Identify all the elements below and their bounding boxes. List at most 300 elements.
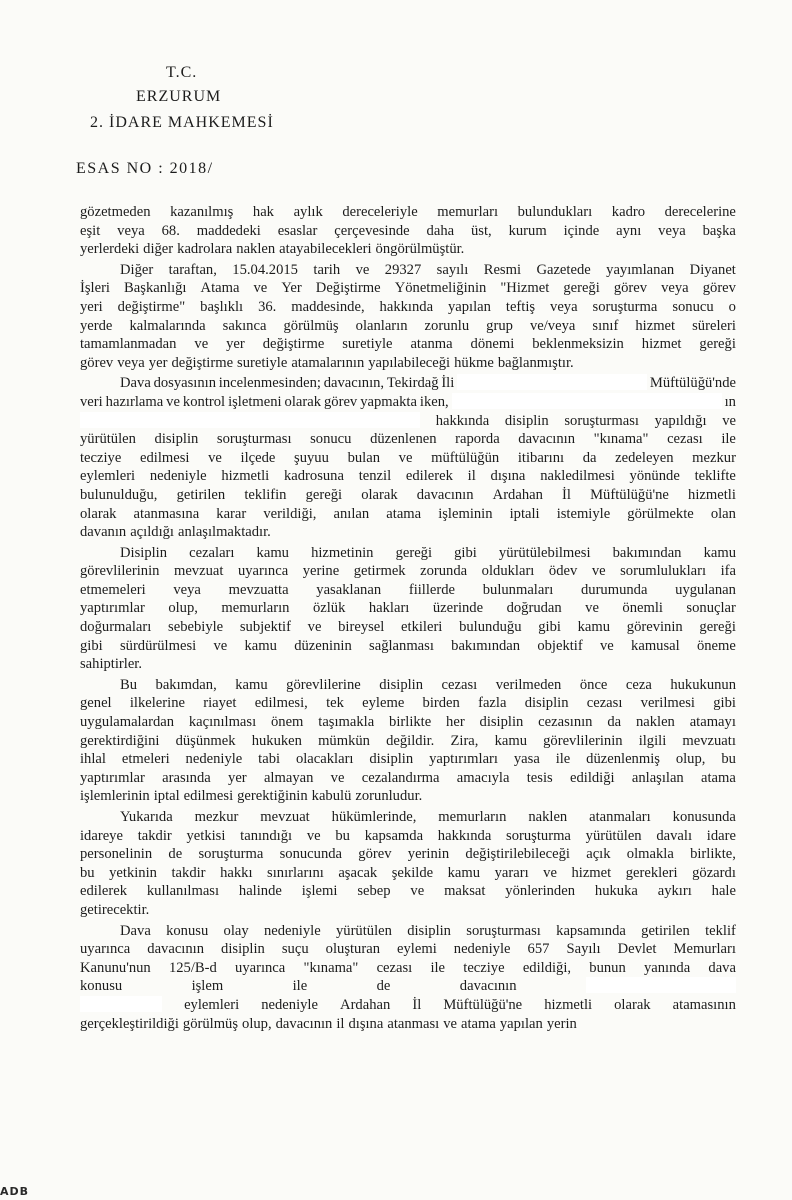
word: hazırlama — [105, 393, 164, 410]
text-line — [80, 922, 736, 941]
word: olup, — [242, 1015, 272, 1032]
word: doğrudan — [506, 600, 562, 617]
word: riayet — [203, 695, 237, 712]
word: birlikte — [389, 714, 432, 731]
text-line — [80, 808, 736, 827]
word: düşünmek — [175, 732, 236, 749]
word: zorunda — [420, 563, 468, 580]
word: açık — [586, 846, 611, 863]
word: Değiştirme — [315, 280, 381, 297]
word: üzerinde — [432, 600, 484, 617]
text-line — [80, 713, 736, 732]
redacted-block — [586, 977, 736, 993]
word: kazanılmış — [170, 204, 234, 220]
word: hukuken — [251, 732, 302, 749]
word: nedeniyle — [261, 996, 318, 1013]
word: nedeniyle — [453, 941, 511, 958]
word: sonucunda — [279, 846, 343, 863]
text-line — [80, 882, 736, 901]
text-line — [80, 467, 736, 486]
word: kamu — [703, 544, 736, 561]
text-line — [80, 1015, 736, 1034]
word: ve — [443, 1015, 457, 1032]
word: soruşturma — [198, 846, 264, 863]
word: dışına — [490, 468, 526, 485]
word: ifa — [720, 563, 736, 580]
paragraph — [80, 203, 736, 259]
word: atamayı — [689, 714, 736, 731]
word: Ardahan — [340, 996, 391, 1013]
word: disiplin — [369, 751, 414, 768]
word: içinde — [563, 222, 600, 239]
word: nakledilmesi — [540, 468, 615, 485]
word: gibi — [454, 544, 477, 561]
word: hakkında — [435, 412, 490, 429]
word: edilmesi — [183, 788, 234, 805]
word: il — [336, 1015, 345, 1032]
word: bulan — [347, 449, 380, 466]
word: bulunduğu — [459, 619, 522, 636]
word: yetkisi — [186, 827, 226, 844]
word: yararı — [494, 864, 529, 881]
text-line — [80, 845, 736, 864]
word: Yönetmeliğinin — [394, 280, 487, 297]
word: Diyanet — [689, 261, 736, 278]
word: ceza — [625, 676, 652, 693]
text-line — [80, 354, 736, 373]
word: teftiş — [505, 298, 536, 315]
word: görev — [80, 354, 114, 371]
word: bulunulduğu, — [80, 486, 158, 503]
word: işletmeni — [228, 393, 282, 410]
word: ilgili — [638, 732, 667, 749]
word: disiplin — [479, 714, 524, 731]
word: konusu — [166, 922, 209, 939]
word: tek — [326, 695, 344, 712]
word: kamu — [447, 864, 481, 881]
word: veya — [550, 298, 578, 315]
word: görevinin — [626, 619, 683, 636]
word: beklenmeksizin — [532, 336, 624, 353]
word: aşacak — [338, 864, 378, 881]
word: itibarını — [517, 449, 565, 466]
word: ile — [430, 959, 446, 976]
word: iken, — [419, 393, 449, 410]
word: suretiyle — [237, 354, 288, 371]
word: mevzuat — [260, 809, 310, 825]
word: dava — [708, 959, 736, 976]
word: getirilen — [176, 486, 226, 503]
word: naklen — [528, 809, 568, 825]
word: objektif — [537, 637, 583, 654]
word: atanmaları — [589, 809, 651, 825]
word: açıldığı — [130, 524, 174, 541]
word: sağlanması — [369, 637, 434, 654]
word: ilçede — [240, 449, 276, 466]
word: kamu — [244, 637, 277, 654]
word: tamamlanmadan — [80, 336, 177, 353]
word: de — [376, 978, 391, 995]
word: olan — [710, 505, 736, 522]
word: Memurları — [673, 941, 736, 958]
word: il — [467, 468, 476, 485]
text-line — [80, 940, 736, 959]
word: aylık — [293, 204, 323, 220]
word: değiştirme — [262, 336, 325, 353]
word: maksat — [444, 883, 486, 900]
word: olarak — [80, 505, 117, 522]
text-line — [80, 599, 736, 618]
word: gereği — [305, 486, 343, 503]
word: naklen — [635, 714, 675, 731]
word: sakınca — [222, 317, 267, 334]
word: kaçınılması — [188, 714, 257, 731]
word: gerektiğinin — [237, 788, 308, 805]
word: yer — [226, 336, 245, 353]
word: ve — [398, 449, 413, 466]
word: ve — [585, 600, 599, 617]
word: getirecektir. — [80, 901, 150, 918]
word: davalı — [656, 827, 693, 844]
text-line — [80, 430, 736, 449]
word: ve — [330, 769, 345, 786]
text-line — [80, 581, 736, 600]
word: tecziye — [80, 449, 122, 466]
word: ve — [600, 637, 614, 654]
word: edilerek — [405, 468, 453, 485]
word: gibi — [80, 637, 103, 654]
word: mezkur — [194, 809, 239, 825]
word: disiplin — [221, 941, 265, 958]
word: iptal — [153, 788, 180, 805]
word: kamu — [577, 619, 611, 636]
word: cezası — [586, 695, 623, 712]
word: hizmetli — [688, 486, 736, 503]
word: Diğer — [120, 261, 154, 278]
word: yürütülen — [585, 827, 642, 844]
word: hizmet — [571, 864, 612, 881]
word: bu — [721, 751, 736, 768]
word: işlemlerinin — [80, 788, 150, 805]
word: sonuçlar — [686, 600, 736, 617]
word: disiplin — [407, 922, 451, 939]
word: ve — [591, 563, 606, 580]
word: raporda — [455, 431, 500, 448]
word: gerçekleştirildiği — [80, 1015, 179, 1032]
word: maddesinde, — [291, 298, 365, 315]
word: düzeninin — [294, 637, 352, 654]
word: önce — [579, 676, 608, 693]
word: Yer — [281, 280, 302, 297]
word: hakkında — [437, 827, 492, 844]
word: uyarınca — [80, 941, 131, 958]
text-line — [80, 694, 736, 713]
word: yanında — [643, 959, 691, 976]
paragraph — [80, 922, 736, 1034]
text-line — [80, 827, 736, 846]
text-line — [80, 544, 736, 563]
paragraph — [80, 544, 736, 674]
text-line — [80, 279, 736, 298]
word: hukukunun — [670, 676, 736, 693]
word: ve — [253, 280, 268, 297]
word: olmakla — [626, 846, 674, 863]
word: grup — [486, 317, 513, 334]
word: edildiği — [569, 769, 615, 786]
word: uygulanan — [675, 581, 736, 598]
word: ile — [555, 751, 571, 768]
word: hizmetinin — [311, 544, 374, 561]
word: ve — [208, 449, 222, 466]
word: İl — [412, 996, 422, 1013]
word: yaptırımları — [429, 751, 498, 768]
text-line — [80, 335, 736, 354]
word: naklen — [236, 241, 276, 258]
word: mevzuatta — [228, 581, 289, 598]
word: Gazetede — [536, 261, 591, 278]
word: başlıklı — [200, 298, 244, 315]
word: yerin — [546, 1015, 577, 1032]
word: birlikte, — [690, 846, 736, 863]
text-line — [80, 222, 736, 241]
paragraph — [80, 261, 736, 373]
header-court: 2. İDARE MAHKEMESİ — [90, 114, 274, 131]
word: Müftülüğü'ne — [590, 486, 669, 503]
word: veya — [173, 581, 201, 598]
word: cezaları — [189, 544, 235, 561]
word: bu — [335, 827, 350, 844]
word: öneme — [696, 637, 736, 654]
header-city: ERZURUM — [136, 88, 222, 105]
text-line — [80, 317, 736, 336]
word: hizmetli — [221, 468, 270, 485]
word: Yukarıda — [120, 809, 173, 825]
redacted-block — [80, 412, 420, 428]
word: bağlanmıştır. — [497, 354, 574, 371]
word: uygulamalardan — [80, 714, 175, 731]
word: Ardahan — [492, 486, 543, 503]
word: yer — [228, 769, 247, 786]
word: ve — [166, 393, 180, 410]
word: görevlilerine — [286, 676, 361, 693]
word: suçu — [281, 941, 309, 958]
word: dışına — [348, 1015, 384, 1032]
word: doğurmaları — [80, 619, 152, 636]
word: verildiği, — [263, 505, 317, 522]
word: işlem — [191, 978, 224, 995]
word: değiştirme — [171, 354, 234, 371]
word: konusunda — [672, 809, 736, 825]
word: zedeleyen — [615, 449, 674, 466]
word: düzenlenen — [370, 431, 437, 448]
word: yetkinin — [109, 864, 157, 881]
word: genel — [80, 695, 112, 712]
word: olarak — [614, 996, 651, 1013]
word: maddedeki — [196, 222, 261, 239]
text-line — [80, 240, 736, 259]
word: görülmüş — [182, 1015, 239, 1032]
word: sürdürülmesi — [119, 637, 197, 654]
word: eylemleri — [184, 996, 240, 1013]
word: ve — [410, 883, 425, 900]
word: görevlilerinin — [80, 563, 160, 580]
word: aykırı — [657, 883, 692, 900]
paragraph — [80, 676, 736, 806]
word: da — [582, 449, 597, 466]
word: yer — [148, 354, 168, 371]
word: bakımından — [612, 544, 682, 561]
paragraph — [80, 374, 736, 541]
word: takdir — [171, 864, 206, 881]
text-line — [80, 374, 736, 393]
text-line — [80, 637, 736, 656]
word: ve — [213, 637, 228, 654]
word: dönemi — [470, 336, 515, 353]
word: yerde — [80, 317, 113, 334]
word: kadrosuna — [283, 468, 344, 485]
word: Disiplin — [120, 544, 168, 561]
word: takdir — [137, 827, 172, 844]
word: davacının — [518, 431, 576, 448]
word: "kınama" — [303, 959, 359, 976]
word: cezası — [441, 676, 478, 693]
word: nedeniyle — [185, 751, 243, 768]
word: diğer — [143, 241, 174, 258]
word: birden — [422, 695, 460, 712]
word: Sayılı — [566, 941, 601, 958]
word: atayabilecekleri — [279, 241, 372, 258]
word: kamusal — [631, 637, 680, 654]
text-line — [80, 523, 736, 542]
word: de — [168, 846, 183, 863]
word: etmemeleri — [80, 581, 146, 598]
text-line — [80, 676, 736, 695]
word: uyarınca — [237, 563, 289, 580]
word: görev — [323, 393, 358, 410]
redacted-block — [452, 393, 722, 409]
word: olarak — [361, 486, 398, 503]
word: yaptırımlar — [80, 769, 145, 786]
word: dereceleriyle — [342, 204, 418, 220]
word: veya — [117, 354, 145, 371]
word: kamu — [494, 732, 527, 749]
document-body — [80, 203, 736, 1035]
word: Bu — [120, 676, 138, 693]
text-line — [80, 732, 736, 751]
word: veya — [661, 280, 689, 297]
word: yayımlanan — [606, 261, 675, 278]
word: incelenmesinden; — [218, 375, 321, 392]
word: soruşturma — [506, 827, 571, 844]
word: tarih — [313, 261, 341, 278]
word: işlemi — [301, 883, 338, 900]
word: idareye — [80, 827, 123, 844]
word: disiplin — [154, 431, 199, 448]
word: atanması — [387, 1015, 440, 1032]
word: kadro — [611, 204, 646, 220]
word: görev — [702, 280, 736, 297]
word: fiillerde — [408, 581, 456, 598]
word: teklifte — [694, 468, 736, 485]
word: eylemleri — [80, 468, 136, 485]
word: getirmek — [353, 563, 406, 580]
word: Atama — [200, 280, 240, 297]
word: öngörülmüştür. — [375, 241, 465, 258]
word: veri — [80, 393, 103, 410]
word: idare — [706, 827, 736, 844]
word: sonucu — [672, 298, 714, 315]
word: İl — [562, 486, 571, 503]
word: bakımdan, — [155, 676, 217, 693]
word: 29327 — [384, 261, 422, 278]
word: İşleri — [80, 280, 110, 297]
word: Müftülüğü'ne — [443, 996, 523, 1013]
word: taşımakla — [318, 714, 375, 731]
word: İli — [441, 375, 455, 392]
word: atama — [461, 1015, 496, 1032]
word: bireysel — [338, 619, 385, 636]
word: edilmesi, — [254, 695, 308, 712]
word: cezası — [376, 959, 413, 976]
word: atanmasına — [133, 505, 200, 522]
word: veya — [117, 222, 145, 239]
word: bunun — [589, 959, 626, 976]
text-line — [80, 449, 736, 468]
word: 657 — [527, 941, 550, 958]
word: kullanılması — [146, 883, 220, 900]
word: tenzil — [358, 468, 392, 485]
text-line — [80, 996, 736, 1015]
word: veya — [658, 222, 686, 239]
word: anılan — [333, 505, 370, 522]
word: Başkanlığı — [124, 280, 187, 297]
word: ve/veya — [529, 317, 576, 334]
word: görülmekte — [627, 505, 694, 522]
word: yönünde — [629, 468, 680, 485]
word: sonucu — [310, 431, 352, 448]
word: kurum — [508, 222, 547, 239]
word: ın — [724, 393, 736, 410]
word: edilmesi — [139, 449, 190, 466]
word: esaslar — [277, 222, 318, 239]
word: üst, — [471, 222, 492, 239]
word: Müftülüğü'nde — [649, 375, 736, 392]
word: disiplin — [504, 412, 549, 429]
word: iptali — [509, 505, 540, 522]
word: atama — [701, 769, 736, 786]
word: soruşturması — [564, 412, 639, 429]
word: tesis — [526, 769, 553, 786]
word: ve — [307, 619, 322, 636]
text-line — [80, 393, 736, 412]
word: "kınama" — [593, 431, 649, 448]
word: yapılan — [447, 298, 491, 315]
word: olacakları — [295, 751, 354, 768]
word: hukuka — [594, 883, 638, 900]
word: başka — [702, 222, 736, 239]
word: soruşturması — [466, 922, 541, 939]
word: istemiyle — [556, 505, 611, 522]
word: sınıf — [592, 317, 619, 334]
word: mümkün — [318, 732, 370, 749]
word: ile — [292, 978, 308, 995]
word: hükümlerinde, — [331, 809, 417, 825]
word: arasında — [162, 769, 211, 786]
word: amacıyla — [456, 769, 510, 786]
word: hale — [711, 883, 736, 900]
word: nedeniyle — [149, 468, 207, 485]
word: kamu — [256, 544, 289, 561]
